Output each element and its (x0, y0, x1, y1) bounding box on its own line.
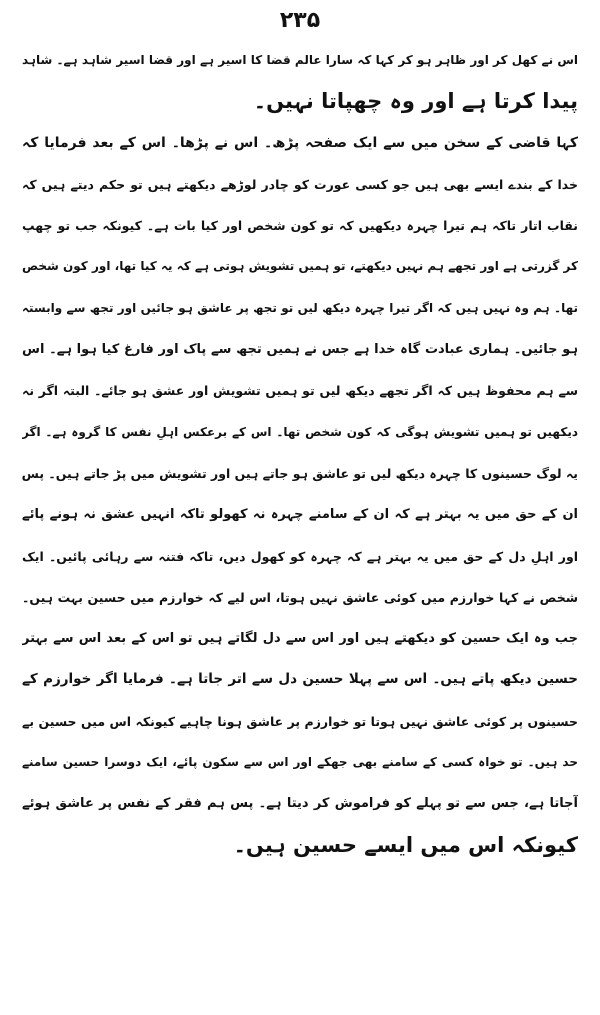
text-line: اور اہلِ دل کے حق میں یہ بہتر ہے کہ چہرہ کو کھول دیں، تاکہ فتنہ سے رہائی پائیں۔ ایک (22, 548, 578, 564)
page-number: ۲۳۵ (279, 8, 321, 33)
text-line: نقاب اتار تاکہ ہم تیرا چہرہ دیکھیں کہ تو کون شخص اور کیا بات ہے۔ کیونکہ جب تو چھپ (22, 218, 578, 234)
text-line: جب وہ ایک حسین کو دیکھتے ہیں اور اس سے دل لگاتے ہیں تو اس کے بعد اس سے بہتر (22, 631, 578, 647)
text-line: کہا قاضی کے سخن میں سے ایک صفحہ پڑھ۔ اس نے پڑھا۔ اس کے بعد فرمایا کہ (22, 134, 578, 151)
text-line: آجاتا ہے، جس سے تو پہلے کو فراموش کر دیتا ہے۔ پس ہم فقر کے نفس پر عاشق ہوئے (22, 796, 578, 812)
text-line: حسینوں پر کوئی عاشق نہیں ہوتا تو خوارزم پر عاشق ہونا چاہیے کیونکہ اس میں حسین بے (22, 713, 578, 729)
text-line: حسین دیکھ پاتے ہیں۔ اس سے پہلا حسین دل سے اتر جاتا ہے۔ فرمایا اگر خوارزم کے (22, 671, 578, 688)
text-line: ہو جائیں۔ ہماری عبادت گاہ خدا ہے جس نے ہمیں تجھ سے پاک اور فارغ کیا ہوا ہے۔ اس (22, 342, 578, 358)
text-line: کر گزرتی ہے اور تجھے ہم نہیں دیکھتے، تو ہمیں تشویش ہوتی ہے کہ یہ کیا تھا، اور کون شخص (22, 259, 578, 274)
text-line: سے ہم محفوظ ہیں کہ اگر تجھے دیکھ لیں تو ہمیں تشویش اور عشق ہو جائے۔ البتہ اگر نہ (22, 383, 578, 399)
text-line: کیونکہ اس میں ایسے حسین ہیں۔ (233, 832, 578, 857)
text-line: شخص نے کہا خوارزم میں کوئی عاشق نہیں ہوتا، اس لیے کہ خوارزم میں حسین بہت ہیں۔ (22, 589, 578, 605)
text-line: یہ لوگ حسینوں کا چہرہ دیکھ لیں تو عاشق ہو جاتے ہیں اور تشویش میں پڑ جاتے ہیں۔ پس (22, 465, 578, 481)
text-line: اس نے کھل کر اور ظاہر ہو کر کہا کہ سارا عالم قضا کا اسیر ہے اور قضا اسیر شاہد ہے۔ شاہد (22, 53, 578, 67)
text-line: خدا کے بندے ایسے بھی ہیں جو کسی عورت کو چادر لوڑھے دیکھتے ہیں تو حکم دیتے ہیں کہ (22, 176, 578, 192)
text-line: پیدا کرتا ہے اور وہ چھپاتا نہیں۔ (253, 89, 578, 114)
text-line: تھا۔ ہم وہ نہیں ہیں کہ اگر تیرا چہرہ دیکھ لیں تو تجھ پر عاشق ہو جائیں اور تجھ سے وابستہ (22, 300, 578, 315)
text-line: ان کے حق میں یہ بہتر ہے کہ ان کے سامنے چہرہ نہ کھولو تاکہ انہیں عشق نہ ہونے پائے (22, 507, 578, 523)
text-line: حد ہیں۔ تو خواہ کسی کے سامنے بھی جھکے اور اس سے سکون پائے، ایک دوسرا حسین سامنے (22, 755, 578, 770)
urdu-text-body (22, 40, 578, 866)
text-line: دیکھیں تو ہمیں تشویش ہوگی کہ کون شخص تھا۔ اس کے برعکس اہلِ نفس کا گروہ ہے۔ اگر (22, 424, 578, 439)
